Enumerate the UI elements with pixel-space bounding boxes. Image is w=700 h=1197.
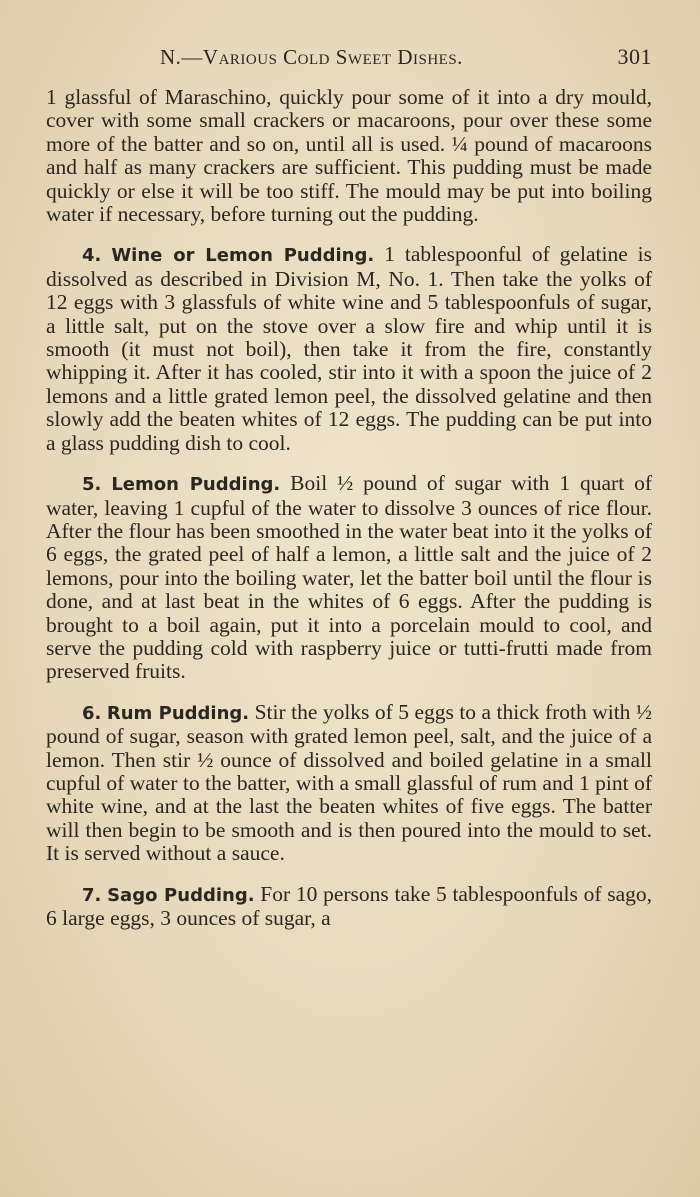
recipe-sago-pudding [46, 883, 652, 931]
recipe-lemon-pudding [46, 472, 652, 684]
recipe-title: Wine or Lemon Pudding. [111, 245, 375, 267]
recipe-title: Sago Pudding. [107, 884, 255, 906]
paragraph-continued [46, 86, 652, 226]
recipe-text: Stir the yolks of 5 eggs to a thick froth with ½ pound of sugar, season with grated lemon peel, salt, and the juice of a lemon. Then stir ½ ounce of dissolved and boiled gelatine in a small cupful of water to the batter, with a small glassful of rum and 1 pint of white wine, and at the last the beaten whites of five eggs. The batter will then begin to be smooth and is then poured into the mould to set. It is served without a sauce. [46, 699, 653, 866]
chapter-title: N.—Various Cold Sweet Dishes. [160, 45, 463, 69]
recipe-number: 5. [82, 474, 102, 496]
paragraph-text: 1 glassful of Maraschino, quickly pour some of it into a dry mould, cover with some small crackers or macaroons, pour over these some more of the batter and so on, until all is used. ¼ pound of macaroons and half as many crackers are sufficient. This pudding must be made quickly or else it will be too stiff. The mould may be put into boiling water if necessary, before turning out the pudding. [46, 85, 652, 227]
recipe-number: 4. [82, 245, 102, 267]
page-number: 301 [617, 44, 652, 69]
running-header [160, 44, 652, 70]
recipe-text: 1 tablespoonful of gelatine is dissolved as described in Division M, No. 1. Then take the yolks of 12 eggs with 3 glassfuls of white wine and 5 tablespoonfuls of sugar, a little salt, put on the stove over a slow fire and whip until it is smooth (it must not boil), then take it from the fire, constantly whipping it. After it has cooled, stir into it with a spoon the juice of 2 lemons and a little grated lemon peel, the dissolved gelatine and then slowly add the beaten whites of 12 eggs. The pudding can be put into a glass pudding dish to cool. [46, 242, 653, 455]
recipe-number: 6. [82, 702, 102, 724]
page-body [46, 86, 652, 947]
recipe-rum-pudding [46, 701, 652, 866]
recipe-wine-or-lemon-pudding [46, 243, 652, 455]
recipe-title: Lemon Pudding. [111, 474, 281, 496]
recipe-text: For 10 persons take 5 tablespoonfuls of sago, 6 large eggs, 3 ounces of sugar, a [46, 881, 652, 930]
recipe-number: 7. [82, 884, 102, 906]
recipe-title: Rum Pudding. [106, 702, 250, 724]
recipe-text: Boil ½ pound of sugar with 1 quart of water, leaving 1 cupful of the water to dissolve 3 ounces of rice flour. After the flour has been smoothed in the water beat into it the yolks of 6 eggs, the grated peel of half a lemon, a little salt and the juice of 2 lemons, pour into the boiling water, let the batter boil until the flour is done, and at last beat in the whites of 6 eggs. After the pudding is brought to a boil again, put it into a porcelain mould to cool, and serve the pudding cold with raspberry juice or tutti-frutti made from preserved fruits. [46, 471, 653, 684]
